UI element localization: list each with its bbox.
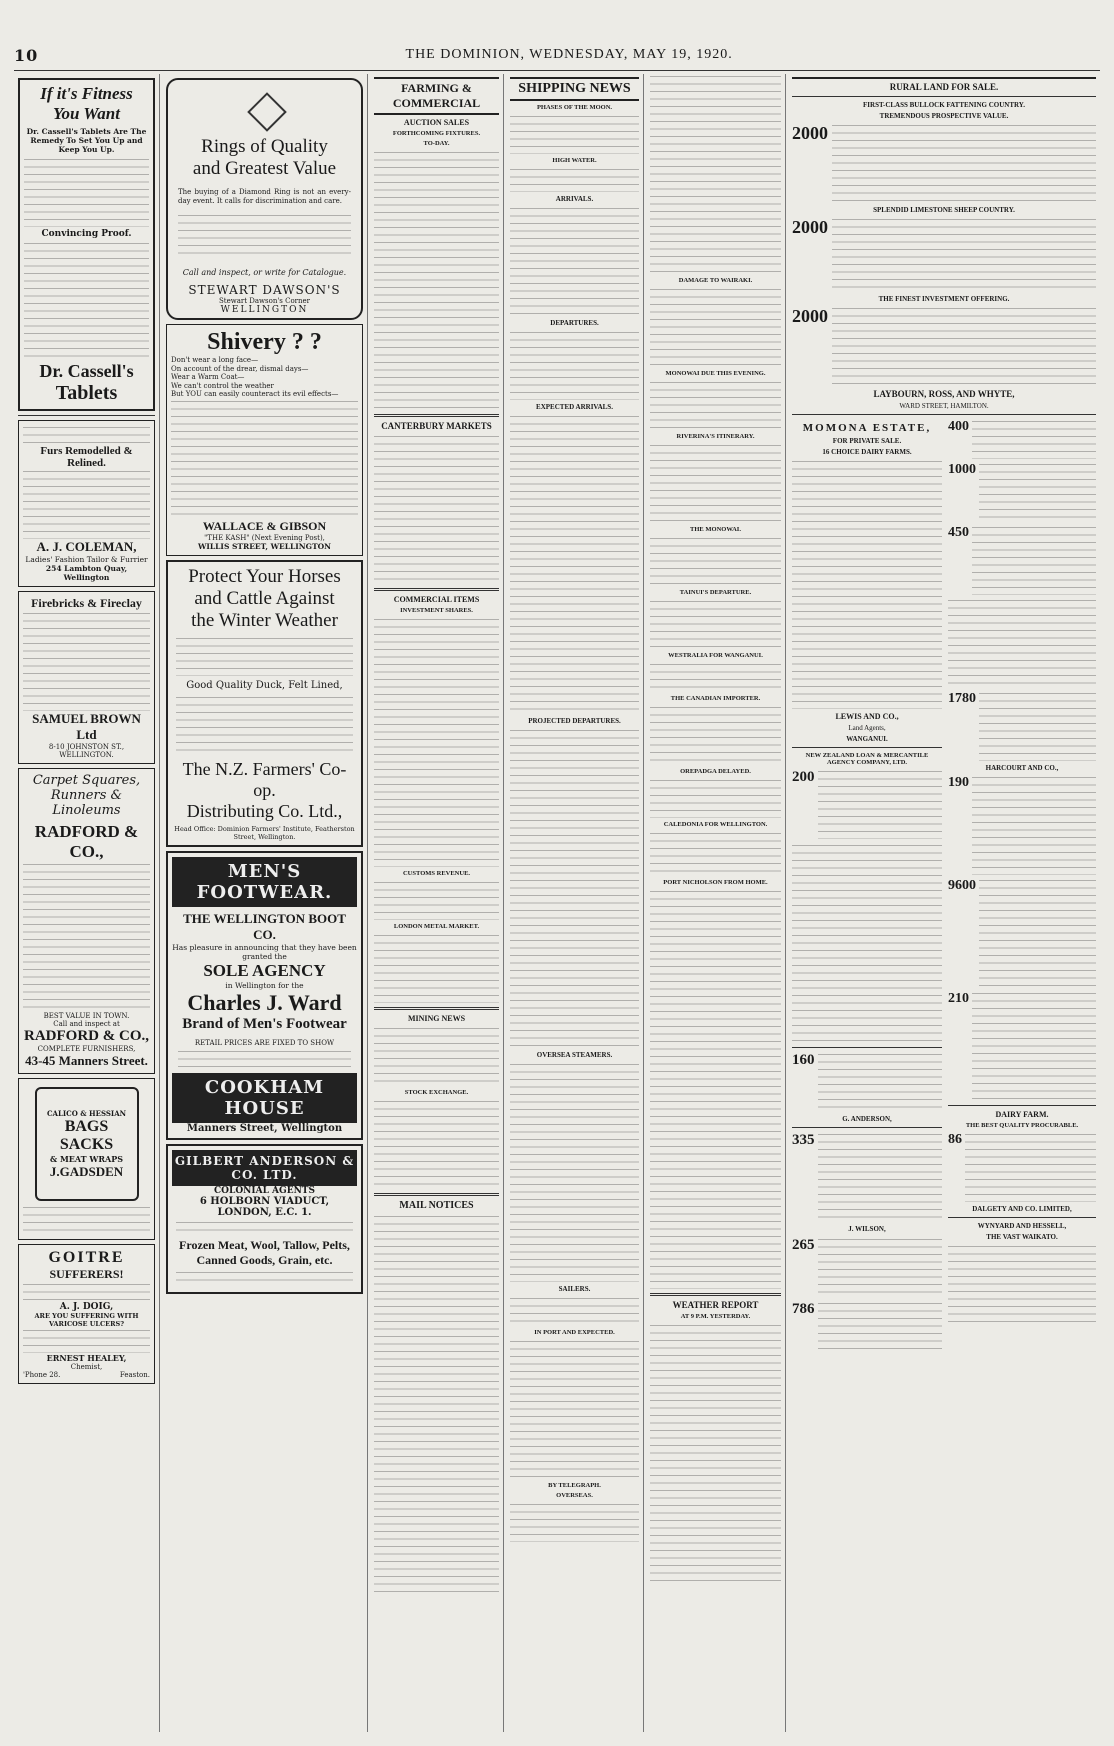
nz-loan-heading: NEW ZEALAND LOAN & MERCANTILE AGENCY COMPANY, LTD.: [805, 752, 929, 766]
radford-value: BEST VALUE IN TOWN.: [43, 1012, 130, 1020]
bullock-heading: FIRST-CLASS BULLOCK FATTENING COUNTRY.: [863, 101, 1025, 109]
masthead: [14, 40, 1100, 71]
waikato-heading: THE VAST WAIKATO.: [986, 1233, 1058, 1241]
farmers-coop-advert: [166, 560, 363, 847]
dairy-heading: DAIRY FARM.: [995, 1110, 1049, 1119]
sailers-heading: SAILERS.: [558, 1285, 591, 1293]
coleman-headline: Furs Remodelled & Relined.: [40, 445, 133, 469]
sack-icon: [35, 1087, 139, 1201]
acres-265: 265: [792, 1237, 815, 1253]
momona-farms: 16 CHOICE DAIRY FARMS.: [822, 448, 912, 456]
horses-headline-2: and Cattle Against: [194, 587, 335, 609]
gilbert-anderson-advert: [166, 1144, 363, 1294]
anderson-name: G. ANDERSON,: [842, 1115, 892, 1123]
investment-offering-heading: THE FINEST INVESTMENT OFFERING.: [878, 295, 1010, 303]
body-1780: [979, 691, 1096, 761]
departures-body: [510, 330, 639, 400]
body-86: [965, 1132, 1096, 1202]
goitre-sufferers: SUFFERERS!: [49, 1267, 124, 1281]
acres-1000: 1000: [948, 462, 976, 477]
stewart-dawson-advert: [166, 78, 363, 320]
bags-line-4: & MEAT WRAPS: [49, 1153, 124, 1164]
shivery-line-4: We can't control the weather: [171, 381, 274, 390]
auction-heading: AUCTION SALES: [403, 118, 470, 127]
wairaki-body: [650, 287, 781, 367]
cassell-subhead: Dr. Cassell's Tablets Are The Remedy To Set You Up and Keep You Up.: [26, 127, 147, 154]
overseas-body: [510, 1502, 639, 1542]
wilson-name: J. WILSON,: [848, 1225, 886, 1233]
cookham-address: Manners Street, Wellington: [186, 1122, 343, 1134]
farmers-coop-name: The N.Z. Farmers' Co-op.: [182, 758, 347, 800]
in-port-body: [510, 1339, 639, 1479]
high-water-body: [510, 167, 639, 192]
fixtures-heading: FORTHCOMING FIXTURES.: [392, 130, 481, 137]
moon-body: [510, 114, 639, 154]
port-nicholson-body: [650, 889, 781, 1289]
the-monowai-heading: THE MONOWAI.: [690, 526, 741, 533]
bags-line-2: BAGS: [64, 1117, 109, 1135]
high-water-heading: HIGH WATER.: [552, 157, 597, 164]
coleman-advert: [18, 420, 155, 587]
radford-address: 43-45 Manners Street.: [25, 1053, 148, 1068]
shivery-headline: Shivery ? ?: [207, 329, 322, 355]
acres-400: 400: [948, 419, 969, 434]
stock-body: [374, 1099, 499, 1189]
mail-heading: MAIL NOTICES: [399, 1200, 474, 1211]
customs-body: [374, 880, 499, 920]
arrivals-body: [510, 206, 639, 316]
shivery-line-1: Don't wear a long face—: [171, 356, 259, 364]
samuel-brown-name: SAMUEL BROWN Ltd: [32, 711, 141, 742]
sailers-body: [510, 1296, 639, 1326]
canadian-body: [650, 705, 781, 765]
acres-200: 200: [792, 769, 815, 785]
projected-heading: PROJECTED DEPARTURES.: [528, 717, 621, 725]
mining-heading: MINING NEWS: [407, 1014, 466, 1023]
canterbury-heading: CANTERBURY MARKETS: [381, 421, 492, 431]
bags-line-1: CALICO & HESSIAN: [46, 1108, 127, 1118]
projected-body: [510, 728, 639, 1048]
tainui-body: [650, 599, 781, 649]
gilbert-body: [176, 1220, 353, 1236]
wallace-gibson-name: WALLACE & GIBSON: [202, 518, 327, 533]
momona-private: FOR PRIVATE SALE.: [832, 437, 902, 445]
shivery-line-3: Wear a Warm Coat—: [171, 373, 245, 381]
body-160: [818, 1052, 943, 1112]
acres-450: 450: [948, 525, 969, 540]
healey-name: ERNEST HEALEY,: [46, 1353, 127, 1363]
in-port-heading: IN PORT AND EXPECTED.: [534, 1329, 615, 1336]
body-210: [972, 991, 1096, 1101]
canadian-heading: THE CANADIAN IMPORTER.: [670, 695, 761, 702]
gilbert-goods: Frozen Meat, Wool, Tallow, Pelts, Canned Goods, Grain, etc.: [179, 1237, 350, 1267]
monowai-body: [650, 380, 781, 430]
samuel-brown-address: 8-10 JOHNSTON ST., WELLINGTON.: [48, 743, 125, 759]
horses-body: [176, 636, 353, 676]
wellington-boot-name: THE WELLINGTON BOOT CO.: [183, 910, 346, 942]
rings-text: The buying of a Diamond Ring is not an every-day event. It calls for discrimination and care.: [178, 188, 351, 205]
shivery-line-2: On account of the drear, dismal days—: [171, 364, 309, 373]
gadsden-advert: [18, 1078, 155, 1240]
canterbury-body: [374, 434, 499, 584]
weather-heading: WEATHER REPORT: [672, 1300, 759, 1310]
harcourt-name: HARCOURT AND CO.,: [985, 764, 1059, 772]
nz-loan-body-2: [792, 843, 942, 1043]
body-786: [818, 1301, 943, 1351]
firebricks-body: [23, 611, 150, 711]
weather-sub: AT 9 P.M. YESTERDAY.: [680, 1313, 751, 1320]
goitre-headline: GOITRE: [48, 1249, 125, 1266]
radford-advert: [18, 768, 155, 1074]
mail-body: [374, 1214, 499, 1594]
healey-town: Feaston.: [119, 1371, 150, 1379]
riverina-body: [650, 443, 781, 523]
horses-headline-1: Protect Your Horses: [188, 565, 341, 587]
cassell-body: [24, 157, 149, 227]
acres-2000-c: 2000: [792, 306, 828, 326]
column-1: [14, 74, 160, 1732]
monowai-heading: MONOWAI DUE THIS EVENING.: [665, 370, 766, 377]
bullock-body: [832, 123, 1096, 203]
acres-9600: 9600: [948, 878, 976, 893]
stewart-dawson-name: STEWART DAWSON'S: [188, 283, 341, 297]
acres-160: 160: [792, 1052, 815, 1068]
column-3: [370, 74, 504, 1732]
rings-headline-1: Rings of Quality: [201, 136, 328, 157]
horses-headline-3: the Winter Weather: [191, 609, 338, 631]
horses-duck: Good Quality Duck, Felt Lined,: [186, 679, 343, 691]
radford-sub: COMPLETE FURNISHERS,: [37, 1045, 136, 1053]
arrivals-heading: ARRIVALS.: [555, 195, 594, 203]
shivery-line-5: But YOU can easily counteract its evil effects—: [171, 390, 339, 398]
acres-1780: 1780: [948, 691, 976, 706]
acres-2000-b: 2000: [792, 217, 828, 237]
acres-2000-a: 2000: [792, 123, 828, 143]
shares-body: [374, 617, 499, 867]
horses-body-2: [176, 695, 353, 755]
retail-prices: RETAIL PRICES ARE FIXED TO SHOW: [194, 1038, 335, 1047]
acres-786: 786: [792, 1301, 815, 1317]
dalgety-name: DALGETY AND CO. LIMITED,: [972, 1205, 1072, 1213]
mining-body: [374, 1026, 499, 1086]
shivery-body: [171, 399, 358, 519]
wellington-boot-for: in Wellington for the: [225, 980, 304, 990]
body-9600: [979, 878, 1096, 988]
stock-heading: STOCK EXCHANGE.: [404, 1089, 469, 1096]
gadsden-body: [23, 1205, 150, 1235]
acres-210: 210: [948, 991, 969, 1006]
column-4: [506, 74, 644, 1732]
cassell-brand: Dr. Cassell's: [39, 361, 134, 381]
oversea-heading: OVERSEA STEAMERS.: [536, 1051, 613, 1059]
wynyard-name: WYNYARD AND HESSELL,: [977, 1222, 1067, 1230]
investment-body: [832, 306, 1096, 386]
radford-body: [23, 862, 150, 1012]
dairy-sub: THE BEST QUALITY PROCURABLE.: [965, 1122, 1079, 1129]
radford-name-2: RADFORD & CO.,: [24, 1028, 149, 1044]
limestone-heading: SPLENDID LIMESTONE SHEEP COUNTRY.: [873, 206, 1015, 214]
body-450b: [948, 598, 1096, 688]
coleman-body: [23, 469, 150, 539]
rings-body: [178, 213, 351, 258]
radford-headline-2: Runners & Linoleums: [50, 788, 123, 818]
coleman-appointment: [23, 425, 150, 445]
shipping-heading: SHIPPING NEWS: [510, 77, 639, 101]
right-listings-column: [948, 419, 1096, 1351]
gilbert-body-2: [176, 1270, 353, 1286]
lewis-city: WANGANUI.: [846, 735, 888, 743]
radford-call: Call and inspect at: [53, 1020, 120, 1028]
gilbert-anderson-sub: COLONIAL AGENTS: [213, 1185, 315, 1196]
metal-heading: LONDON METAL MARKET.: [393, 923, 480, 930]
expected-heading: EXPECTED ARRIVALS.: [536, 403, 613, 411]
departures-heading: DEPARTURES.: [550, 319, 599, 327]
acres-86: 86: [948, 1132, 962, 1147]
caledonia-body: [650, 831, 781, 876]
gilbert-anderson-address: 6 HOLBORN VIADUCT, LONDON, E.C. 1.: [199, 1195, 330, 1218]
wellington-boot-advert: [166, 851, 363, 1140]
bags-line-5: J.GADSDEN: [49, 1163, 124, 1179]
port-nicholson-heading: PORT NICHOLSON FROM HOME.: [663, 879, 768, 886]
acres-190: 190: [948, 775, 969, 790]
ulcers-body: [23, 1328, 150, 1353]
commercial-heading: COMMERCIAL ITEMS: [393, 595, 480, 604]
caledonia-heading: CALEDONIA FOR WELLINGTON.: [663, 821, 768, 828]
limestone-body: [832, 217, 1096, 292]
overseas-heading: OVERSEAS.: [556, 1492, 593, 1499]
westralia-body: [650, 662, 781, 692]
gilbert-anderson-name: GILBERT ANDERSON & CO. LTD.: [172, 1150, 357, 1186]
body-1000: [979, 462, 1096, 522]
weather-body: [650, 1323, 781, 1583]
riverina-heading: RIVERINA'S ITINERARY.: [676, 433, 755, 440]
orepadga-heading: OREPADGA DELAYED.: [680, 768, 751, 775]
goitre-body: [23, 1282, 150, 1302]
tainui-heading: TAINUI'S DEPARTURE.: [679, 589, 752, 596]
investment-heading: INVESTMENT SHARES.: [400, 607, 473, 614]
body-450: [972, 525, 1096, 595]
masthead-title: THE DOMINION, WEDNESDAY, MAY 19, 1920.: [405, 47, 733, 62]
doig-name: A. J. DOIG,: [59, 1302, 114, 1312]
wallace-gibson-advert: [166, 324, 363, 556]
westralia-heading: WESTRALIA FOR WANGANUI.: [668, 652, 763, 659]
mens-brand: Brand of Men's Footwear: [182, 1015, 347, 1032]
wellington-boot-announce: Has pleasure in announcing that they have been granted the: [172, 942, 357, 961]
cassell-advert: [18, 78, 155, 411]
coleman-sub: Ladies' Fashion Tailor & Furrier: [25, 555, 148, 564]
healey-sub: Chemist,: [70, 1363, 103, 1371]
rings-call: Call and inspect, or write for Catalogue.: [182, 268, 347, 277]
ulcers-headline: ARE YOU SUFFERING WITH VARICOSE ULCERS?: [34, 1312, 139, 1328]
healey-phone: 'Phone 28.: [23, 1371, 61, 1379]
stewart-dawson-corner: Stewart Dawson's Corner: [218, 297, 311, 305]
farmers-coop-office: Head Office: Dominion Farmers' Institute, Featherston Street, Wellington.: [174, 824, 355, 841]
momona-body: [792, 459, 942, 709]
cassell-body-2: [24, 241, 149, 361]
the-monowai-body: [650, 536, 781, 586]
cassell-proof-heading: Convincing Proof.: [41, 229, 132, 239]
stewart-dawson-city: WELLINGTON: [220, 305, 309, 315]
radford-headline-1: Carpet Squares,: [32, 773, 141, 788]
wallace-gibson-address: WILLIS STREET, WELLINGTON: [197, 541, 332, 551]
customs-heading: CUSTOMS REVENUE.: [402, 870, 471, 877]
oversea-body: [510, 1062, 639, 1282]
metal-body: [374, 933, 499, 1003]
bags-line-3: SACKS: [59, 1135, 114, 1153]
charles-ward: Charles J. Ward: [187, 989, 342, 1015]
cassell-headline-1: If it's Fitness: [40, 84, 133, 103]
telegraph-heading: BY TELEGRAPH.: [548, 1482, 601, 1489]
column-6: [788, 74, 1100, 1732]
body-190: [972, 775, 1096, 875]
acres-335: 335: [792, 1132, 815, 1148]
orepadga-body: [650, 778, 781, 818]
rings-headline-2: and Greatest Value: [192, 158, 337, 179]
expected-body: [510, 414, 639, 714]
lewis-name: LEWIS AND CO.,: [835, 712, 899, 721]
radford-name: RADFORD & CO.,: [34, 822, 139, 861]
firebricks-advert: [18, 591, 155, 764]
moon-heading: PHASES OF THE MOON.: [536, 104, 613, 111]
mens-footwear-headline: MEN'S FOOTWEAR.: [172, 857, 357, 907]
firebricks-headline: Firebricks & Fireclay: [31, 596, 142, 610]
auction-body: [374, 150, 499, 410]
body-335: [818, 1132, 943, 1222]
laybourn-address: WARD STREET, HAMILTON.: [899, 402, 989, 410]
page-number: 10: [14, 45, 39, 65]
cassell-headline-2: You Want: [53, 104, 120, 123]
nz-loan-body-1: [818, 769, 943, 839]
coleman-address: 254 Lambton Quay, Wellington: [45, 564, 128, 582]
body-400: [972, 419, 1096, 459]
momona-column: [792, 419, 942, 1351]
diamond-icon: [245, 90, 285, 130]
column-2: [162, 74, 368, 1732]
wairaki-heading: DAMAGE TO WAIRAKI.: [678, 277, 753, 284]
today-heading: TO-DAY.: [423, 140, 450, 147]
body-265: [818, 1237, 943, 1297]
mens-body: [178, 1049, 351, 1069]
sole-agency: SOLE AGENCY: [203, 960, 326, 980]
coleman-name: A. J. COLEMAN,: [36, 539, 137, 554]
laybourn-name: LAYBOURN, ROSS, AND WHYTE,: [873, 389, 1015, 399]
prospective-heading: TREMENDOUS PROSPECTIVE VALUE.: [879, 112, 1009, 120]
cassell-brand-2: Tablets: [55, 382, 118, 404]
farming-heading: FARMING & COMMERCIAL: [374, 77, 499, 115]
lewis-agents: Land Agents,: [848, 724, 886, 732]
momona-heading: MOMONA ESTATE,: [802, 422, 932, 434]
cookham-house: COOKHAM HOUSE: [172, 1073, 357, 1123]
shipping-cont-body: [650, 74, 781, 274]
waikato-body: [948, 1244, 1096, 1324]
column-5: [646, 74, 786, 1732]
wallace-gibson-sub: "THE KASH" (Next Evening Post),: [204, 533, 325, 542]
rural-heading: RURAL LAND FOR SALE.: [792, 77, 1096, 92]
farmers-coop-name-2: Distributing Co. Ltd.,: [186, 800, 343, 821]
goitre-advert: [18, 1244, 155, 1384]
